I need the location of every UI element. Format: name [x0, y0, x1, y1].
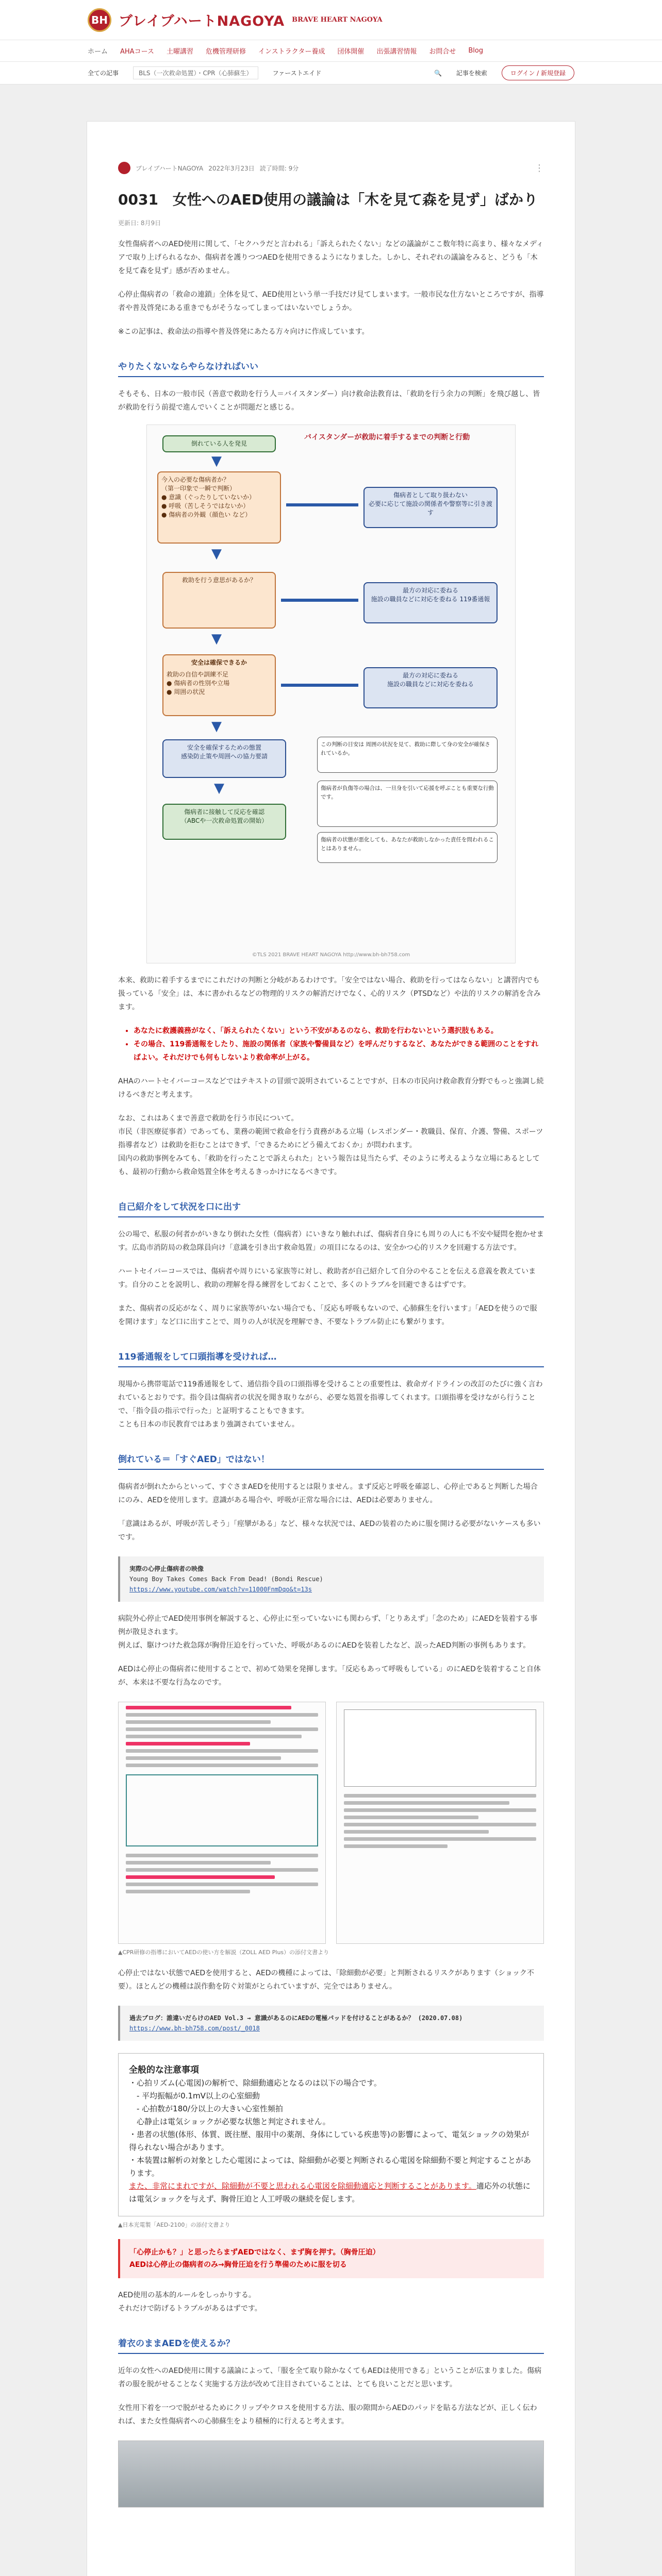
search-icon[interactable]: 🔍 [434, 69, 442, 77]
notice-line: ・本装置は解析の対象とした心電図によっては、除細動が必要と判断される心電図を除細動不要と判定することがあります。 [129, 2156, 532, 2178]
intro-paragraph-2: 心停止傷病者の「救命の連鎖」全体を見て、AED使用という単一手技だけ見てしまいます。一般市民な仕方ないところですが、指導者や普及啓発にある重きでもがそうなってしまってはいないでしょうか。 [118, 291, 544, 312]
blog-subnav [0, 62, 662, 84]
past-blog-link[interactable]: https://www.bh-bh758.com/post/_0018 [129, 2025, 260, 2032]
right-arrow [286, 503, 358, 506]
diagram-q-approach: 今入の必要な傷病者か？ （第一印象で一瞬で判断） ● 意識（ぐったりしていないか） ● 呼吸（苦しそうではないか） ● 傷病者の外観（顔色い など） [157, 471, 281, 544]
down-arrow-icon: ▼ [211, 546, 222, 562]
diagram-caption: ©TLS 2021 BRAVE HEART NAGOYA http://www.bh-bh758.com [252, 952, 410, 958]
diagram-right-1: 傷病者として取り扱わない 必要に応じて施設の関係者や警察等に引き渡す [363, 487, 498, 528]
document-image-right [336, 1702, 544, 1944]
subnav-all[interactable]: 全ての記事 [88, 70, 119, 77]
q-safe-detail: 救助の自信や訓練不足 ● 傷病者の性別や立場 ● 周囲の状況 [167, 671, 230, 696]
nav-item-3[interactable]: 危機管理研修 [205, 48, 246, 56]
login-button[interactable]: ログイン / 新規登録 [502, 65, 574, 80]
aed-guide-paragraph: AEDは心停止の傷病者に使用することで、初めて効果を発揮します。「反応もあって呼吸もしている」のにAEDを装着すること自体が、本来は不要な行為なのです。 [118, 1665, 541, 1687]
self-intro-paragraph-2: ハートセイバーコースでは、傷病者や周りにいる家族等に対し、救助者が自己紹介して自分のやることを伝える意義を教えています。自分のことを説明し、救助の理解を得る練習をしておくことで、多くのトラブルを回避できるはずです。 [118, 1267, 536, 1289]
nav-item-6[interactable]: 出張講習情報 [376, 48, 417, 56]
search-label[interactable]: 記事を検索 [456, 70, 487, 77]
notice-title: 全般的な注意事項 [129, 2065, 199, 2075]
section-heading-119: 119番通報をして口頭指導を受ければ… [118, 1349, 544, 1367]
document-image-left [118, 1702, 326, 1944]
nav-item-5[interactable]: 団体開催 [337, 48, 365, 56]
bullet-item: • その場合、119番通報をしたり、施設の関係者（家族や警備員など）を呼んだりするなど、あなたができる範囲のことをすればよい。それだけでも何もしないより救命率が上がる。 [134, 1038, 544, 1064]
subnav-bls[interactable]: BLS（一次救命処置）・CPR（心肺蘇生） [133, 66, 258, 79]
diagram-warn-2: 傷病者が負傷等の場合は、一旦身を引いて応援を呼ぶことも重要な行動です。 [317, 781, 498, 827]
paragraph-after-diagram: 本来、救助に着手するまでにこれだけの判断と分岐があるわけです。「安全ではない場合、救助を行ってはならない」と講習内でも扱っている「安全」は、本に書かれるなどの物理的リスクの解消だけでなく、心的リスク（PTSDなど）や法的リスクの解消を含みます。 [118, 976, 541, 1011]
fall-paragraph-2: 「意識はあるが、呼吸が苦しそう」「痙攣がある」など、様々な状況では、AEDの装着のために服を開ける必要がないケースも多いです。 [118, 1520, 541, 1541]
diagram-right-3: 最方の対応に委ねる 施設の職員などに対応を委ねる [363, 667, 498, 708]
post-date: 2022年3月23日 [208, 164, 255, 172]
post-meta [118, 122, 544, 174]
diagram-rescue: 安全を確保するための態置 感染防止策や周囲への協力要請 [162, 739, 286, 778]
video-title: 実際の心停止傷病者の映像 [129, 1565, 204, 1572]
diagram-warn-1: この判断の目安は 周囲の状況を見て、救助に際して身の安全が確保されているか。 [317, 737, 498, 773]
main-nav [0, 40, 662, 62]
aha-paragraph-2: なお、これはあくまで善意で救助を行う市民について。 市民（非医療従事者）であっても、業務の範囲で救命を行う責務がある立場（レスポンダー・教職員、保育、介護、警備、スポーツ指導者など）は救助を拒むことはできず、「できるためにどう備えておくか」が問われます。 国内の救助事例をみても、「救助を行ったことで訴えられた」という報告は見当たらず、そのように考えるような立場にあるとしても、最初の行動から救命処置全体を考えるきっかけになるべきです。 [118, 1114, 543, 1176]
site-subtitle: BRAVE HEART NAGOYA [292, 16, 383, 24]
decision-flow-diagram [146, 425, 516, 963]
self-intro-paragraph-3: また、傷病者の反応がなく、周りに家族等がいない場合でも、「反応も呼吸もないので、心肺蘇生を行います」「AEDを使うので服を開けます」など口に出すことで、周りの人が状況を理解でき、不要なトラブル防止にも繋がります。 [118, 1304, 537, 1326]
diagram-warn-3: 傷病者の状態が悪化しても、あなたが救助しなかった責任を問われることはありません。 [317, 832, 498, 863]
nav-item-0[interactable]: ホーム [88, 48, 108, 56]
past-blog-title: 過去ブログ：誰違いだらけのAED Vol.3 → 意識があるのにAEDの電極パッドを付けることがあるか？ (2020.07.08) [129, 2014, 463, 2022]
notice-line: 心静止は電気ショックが必要な状態と判定されません。 [129, 2117, 330, 2126]
aed-training-photo [118, 2441, 544, 2507]
nav-item-2[interactable]: 土曜講習 [166, 48, 193, 56]
more-options-icon[interactable]: ⋮ [535, 162, 544, 174]
figure-caption-1: ▲CPR研修の指導においてAEDの使い方を解説（ZOLL AED Plus）の添付文書より [118, 1949, 329, 1956]
video-link[interactable]: https://www.youtube.com/watch?v=11000FnmDqo&t=13s [129, 1586, 312, 1593]
site-title[interactable]: ブレイブハートNAGOYA [119, 13, 285, 29]
key-message-box: 「心停止かも？」と思ったらまずAEDではなく、まず胸を押す。（胸骨圧迫） AEDは心停止の傷病者のみ→胸骨圧迫を行う準備のために服を切る [118, 2239, 544, 2278]
right-arrow [281, 684, 358, 687]
nav-item-8[interactable]: Blog [468, 47, 484, 55]
read-time: 読了時間: 9分 [259, 164, 299, 172]
site-logo-icon[interactable]: BH [88, 8, 111, 32]
notice-line: ・患者の状態(体形、体質、既往歴、服用中の薬剤、身体にしている疾患等)の影響によって、電気ショックの効果が得られない場合があります。 [129, 2130, 529, 2152]
notice-line: - 平均振幅が0.1mV以上の心室細動 [129, 2091, 260, 2100]
notice-red-line: また、非常にまれですが、除細動が不要と思われる心電図を除細動適応と判断することがあります。 [129, 2181, 476, 2191]
notice-end: 適応外の状態には電気ショックを与えず、胸骨圧迫と人工呼吸の継続を促します。 [129, 2181, 531, 2204]
video-subtitle: Young Boy Takes Comes Back From Dead! (Bondi Rescue) [129, 1575, 323, 1583]
down-arrow-icon: ▼ [211, 631, 222, 647]
aha-paragraph: AHAのハートセイバーコースなどではテキストの冒頭で説明されていることですが、日本の市民向け救命教育分野でもっと強調し続けるべきだと考えます。 [118, 1077, 544, 1099]
down-arrow-icon: ▼ [214, 781, 224, 796]
diagram-q-safe [162, 654, 276, 716]
self-intro-paragraph: 公の場で、私服の何者かがいきなり倒れた女性（傷病者）にいきなり触れれば、傷病者自身にも周りの人にも不安や疑問を抱かせます。広島市消防局の救急隊員向け「意識を引き出す救命処置」の項目になるのは、安全かつ心的リスクを回避する方法です。 [118, 1230, 544, 1252]
author-name[interactable]: ブレイブハートNAGOYA [136, 164, 204, 172]
section-heading-fall: 倒れている＝「すぐAED」ではない！ [118, 1452, 544, 1470]
section-heading-self-intro: 自己紹介をして状況を口に出す [118, 1199, 544, 1217]
diagram-title: バイスタンダーが救助に着手するまでの判断と行動 [304, 433, 470, 442]
diagram-start: 倒れている人を発見 [162, 435, 276, 452]
clothing-paragraph: 近年の女性へのAED使用に関する議論によって、「服を全て取り除かなくてもAEDは使用できる」ということが広まりました。傷病者の服を脱がせることなく実施する方法が改めて注目されていることは、とても良いことだと思います。 [118, 2367, 542, 2388]
notice-line: ・心拍リズム(心電図)の解析で、除細動適応となるのは以下の場合です。 [129, 2078, 382, 2088]
updated-date: 更新日: 8月9日 [118, 219, 161, 227]
intro-paragraph-3: ※この記事は、救命法の指導や普及啓発にあたる方々向けに作成しています。 [118, 328, 369, 336]
nav-item-7[interactable]: お問合せ [429, 48, 456, 56]
subnav-firstaid[interactable]: ファーストエイド [272, 70, 322, 77]
past-blog-box [118, 2006, 544, 2041]
key-bullets [118, 1024, 544, 1064]
closing-paragraph: AED使用の基本的ルールをしっかりする。 それだけで防げるトラブルがあるはずです。 [118, 2291, 262, 2313]
section-paragraph-optional: そもそも、日本の一般市民（善意で救助を行う人＝バイスタンダー）向け救命法教育は、「救助を行う余力の判断」を飛び越し、皆が救助を行う前提で進んでいくことが問題だと感じる。 [118, 390, 540, 412]
figure-caption-2: ▲日本光電製「AED-2100」の添付文書より [118, 2222, 230, 2228]
section-heading-clothing: 着衣のままAEDを使えるか？ [118, 2336, 544, 2354]
post-video-paragraph: 病院外心停止でAED使用事例を解説すると、心停止に至っていないにも関わらず、「とりあえず」「念のため」にAEDを装着する事例が散見されます。 例えば、駆けつけた救急隊が胸骨圧迫を行っていた、呼吸があるのにAEDを装着したなど、誤ったAED判断の事例もあります。 [118, 1615, 538, 1650]
clothing-paragraph-2: 女性用下着を一つで脱がせるためにクリップやクロスを使用する方法、服の隙間からAEDのパッドを貼る方法などが、正しく伝われば、また女性傷病者への心肺蘇生をより積極的に行えると考えます。 [118, 2404, 537, 2426]
call-119-paragraph: 現場から携帯電話で119番通報をして、通信指令員の口頭指導を受けることの重要性は、救命ガイドラインの改訂のたびに強く言われているとおりです。指令員は傷病者の状況を聞き取りながら、必要な処置を指導してくれます。口頭指導を受けながら行うことで、「指令員の指示で行った」と証明することもできます。 ことも日本の市民教育ではあまり強調されていません。 [118, 1380, 543, 1429]
notice-line: - 心拍数が180/分以上の大きい心室性頻拍 [129, 2104, 283, 2113]
down-arrow-icon: ▼ [211, 719, 222, 734]
diagram-result: 傷病者に接触して反応を確認 （ABCや一次救命処置の開始） [162, 804, 286, 840]
section-heading-optional: やりたくないならやらなければいい [118, 359, 544, 377]
diagram-right-2: 最方の対応に委ねる 施設の職員などに対応を委ねる 119番通報 [363, 582, 498, 623]
nav-item-4[interactable]: インストラクター養成 [258, 48, 325, 56]
precaution-notice [118, 2053, 544, 2216]
bullet-item: • あなたに救護義務がなく、「訴えられたくない」という不安があるのなら、救助を行わないという選択肢もある。 [134, 1024, 544, 1038]
post-card [87, 121, 575, 2576]
nav-item-1[interactable]: AHAコース [120, 48, 154, 56]
video-reference-box [118, 1556, 544, 1602]
document-images [118, 1702, 544, 1944]
intro-paragraph-1: 女性傷病者へのAED使用に関して、「セクハラだと言われる」「訴えられたくない」などの議論がここ数年特に高まり、様々なメディアで取り上げられるなか、傷病者を護りつつAEDを使用できるようになりました。しかし、それぞれの議論をみると、どうも「木を見て森を見ず」感が否めません。 [118, 240, 543, 275]
q-safe-title: 安全は確保できるか [191, 659, 247, 666]
right-arrow [281, 599, 358, 602]
author-avatar[interactable] [118, 162, 130, 174]
down-arrow-icon: ▼ [211, 453, 222, 469]
site-header [0, 0, 662, 40]
fall-paragraph: 傷病者が倒れたからといって、すぐさまAEDを使用するとは限りません。まず反応と呼吸を確認し、心停止であると判断した場合にのみ、AEDを使用します。意識がある場合や、呼吸が正常な場合には、AEDは必要ありません。 [118, 1483, 538, 1504]
post-title: 0031 女性へのAED使用の議論は「木を見て森を見ず」ばかり [118, 191, 538, 208]
doc-paragraph: 心停止ではない状態でAEDを使用すると、AEDの機種によっては、「除細動が必要」と判断されるリスクがあります（ショック不要）。ほとんどの機種は誤作動を防ぐ対策がとられていますが、完全ではありません。 [118, 1969, 534, 1991]
diagram-q-rescue: 救助を行う意思があるか？ [162, 572, 276, 629]
